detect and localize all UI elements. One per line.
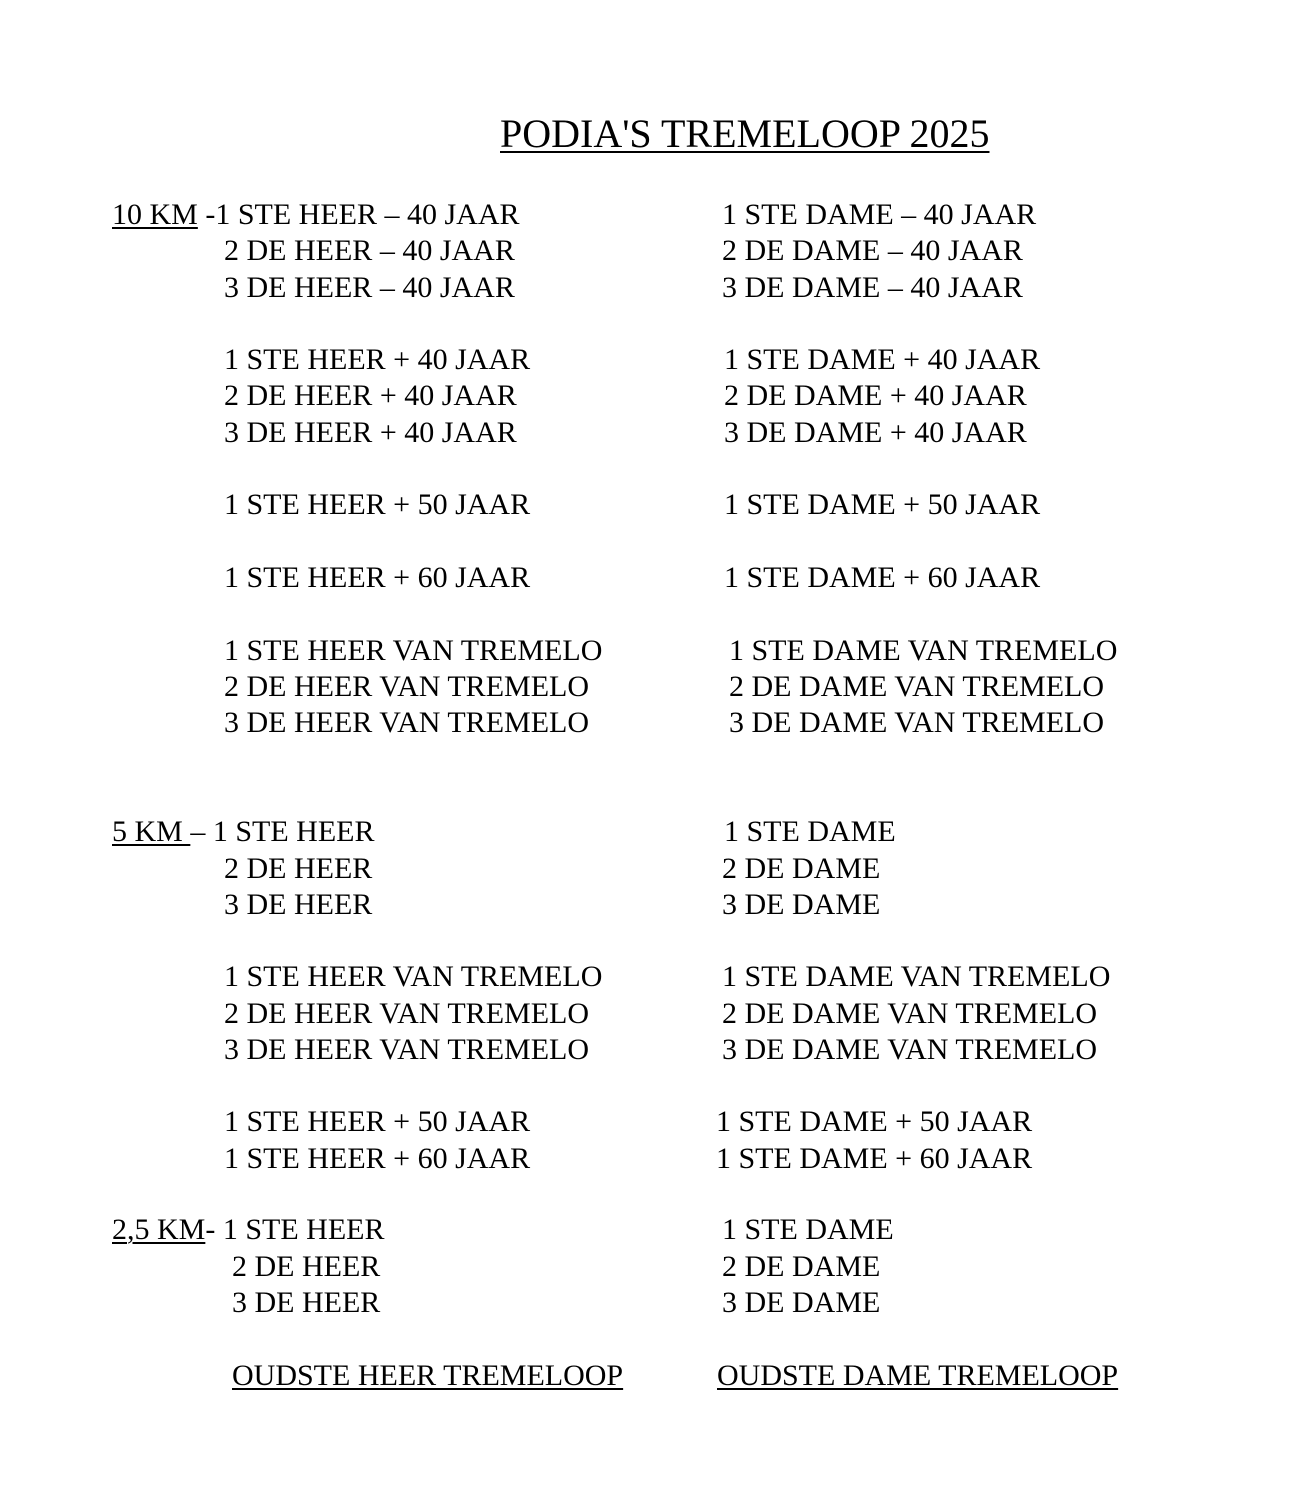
- km25-dame-1: 1 STE DAME: [722, 1213, 894, 1246]
- km25-prefix: 2: [112, 1213, 127, 1246]
- km10-dame-10: 2 DE DAME VAN TREMELO: [729, 670, 1105, 703]
- km10-dame-1: 1 STE DAME – 40 JAAR: [722, 198, 1037, 231]
- km25-separator: -: [205, 1213, 223, 1246]
- km5-dame-7: 1 STE DAME + 50 JAAR: [716, 1105, 1033, 1138]
- km5-dame-4: 1 STE DAME VAN TREMELO: [722, 960, 1111, 993]
- km5-heer-1: 1 STE HEER: [212, 815, 375, 848]
- km10-heer-3: 3 DE HEER – 40 JAAR: [224, 271, 515, 304]
- km10-dame-9: 1 STE DAME VAN TREMELO: [729, 634, 1118, 667]
- oudste-dame: OUDSTE DAME TREMELOOP: [717, 1359, 1119, 1392]
- km10-dame-7: 1 STE DAME + 50 JAAR: [724, 488, 1041, 521]
- km10-heer-9: 1 STE HEER VAN TREMELO: [224, 634, 603, 667]
- km5-heer-7: 1 STE HEER + 50 JAAR: [224, 1105, 531, 1138]
- km5-dame-1: 1 STE DAME: [724, 815, 896, 848]
- km10-heer-5: 2 DE HEER + 40 JAAR: [224, 379, 517, 412]
- km5-dame-6: 3 DE DAME VAN TREMELO: [722, 1033, 1098, 1066]
- km10-heer-10: 2 DE HEER VAN TREMELO: [224, 670, 590, 703]
- km5-heren-row-1: [112, 814, 375, 850]
- km10-heer-4: 1 STE HEER + 40 JAAR: [224, 343, 531, 376]
- km5-heer-8: 1 STE HEER + 60 JAAR: [224, 1142, 531, 1175]
- km5-dame-3: 3 DE DAME: [722, 888, 881, 921]
- km10-dame-3: 3 DE DAME – 40 JAAR: [722, 271, 1023, 304]
- km10-dame-8: 1 STE DAME + 60 JAAR: [724, 561, 1041, 594]
- km10-dame-6: 3 DE DAME + 40 JAAR: [724, 416, 1027, 449]
- km25-dame-2: 2 DE DAME: [722, 1250, 881, 1283]
- km5-heer-4: 1 STE HEER VAN TREMELO: [224, 960, 603, 993]
- km10-label: 10 KM: [112, 198, 198, 231]
- km5-dame-5: 2 DE DAME VAN TREMELO: [722, 997, 1098, 1030]
- page-title: PODIA'S TREMELOOP 2025: [500, 111, 990, 156]
- km25-heer-2: 2 DE HEER: [232, 1250, 381, 1283]
- km25-label: ,5 KM: [127, 1213, 206, 1246]
- km25-dame-3: 3 DE DAME: [722, 1286, 881, 1319]
- km10-heer-7: 1 STE HEER + 50 JAAR: [224, 488, 531, 521]
- km5-dame-8: 1 STE DAME + 60 JAAR: [716, 1142, 1033, 1175]
- km10-dame-2: 2 DE DAME – 40 JAAR: [722, 234, 1023, 267]
- km10-heer-8: 1 STE HEER + 60 JAAR: [224, 561, 531, 594]
- km10-dame-5: 2 DE DAME + 40 JAAR: [724, 379, 1027, 412]
- km25-heren-row-1: [112, 1212, 385, 1248]
- km5-heer-3: 3 DE HEER: [224, 888, 373, 921]
- km10-dame-11: 3 DE DAME VAN TREMELO: [729, 706, 1105, 739]
- km10-heer-2: 2 DE HEER – 40 JAAR: [224, 234, 515, 267]
- km5-heer-2: 2 DE HEER: [224, 852, 373, 885]
- km10-heer-11: 3 DE HEER VAN TREMELO: [224, 706, 590, 739]
- km25-heer-1: 1 STE HEER: [222, 1213, 385, 1246]
- km10-dame-4: 1 STE DAME + 40 JAAR: [724, 343, 1041, 376]
- km10-heer-1: 1 STE HEER – 40 JAAR: [215, 198, 520, 231]
- km5-heer-5: 2 DE HEER VAN TREMELO: [224, 997, 590, 1030]
- km10-heer-6: 3 DE HEER + 40 JAAR: [224, 416, 517, 449]
- km25-heer-3: 3 DE HEER: [232, 1286, 381, 1319]
- km5-heer-6: 3 DE HEER VAN TREMELO: [224, 1033, 590, 1066]
- km10-separator: -: [197, 198, 216, 231]
- km5-dame-2: 2 DE DAME: [722, 852, 881, 885]
- km5-label: 5 KM: [112, 815, 191, 848]
- oudste-heer: OUDSTE HEER TREMELOOP: [232, 1359, 624, 1392]
- km5-separator: –: [190, 815, 213, 848]
- km10-heren-row-1: [112, 197, 520, 233]
